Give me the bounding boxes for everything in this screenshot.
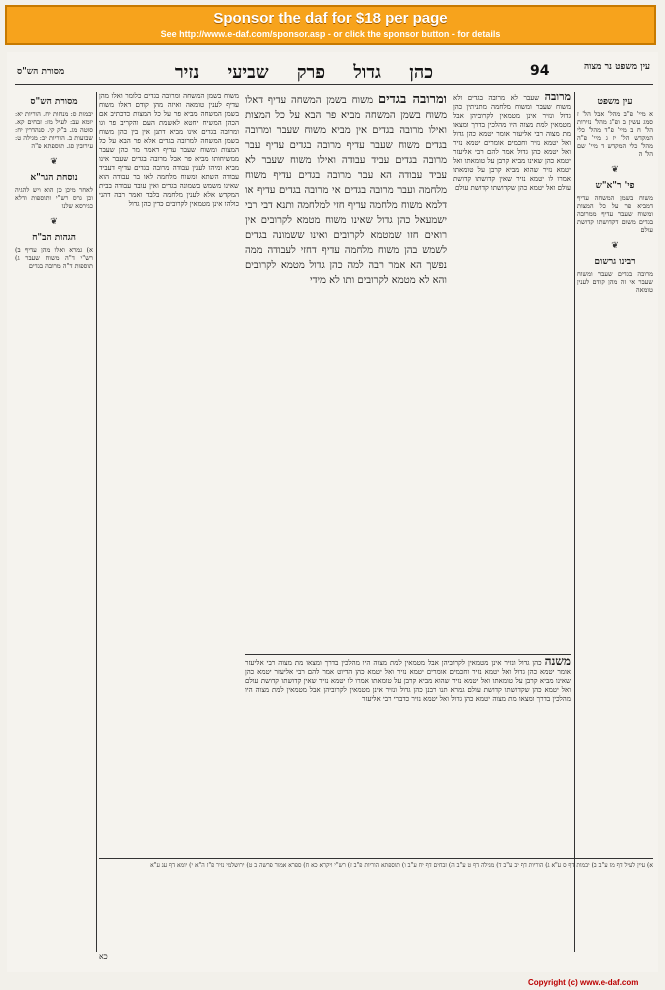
footnotes-text: א) עיין לעיל דף מז ע"ב ב) יבמות דף ס ע"א ג) הוריות דף יב ע"ב ד) מגילה דף ט ע"ב ה) זבחים דף יח ע"ב ו) תוספתא הוריות פ"ב ז) רש"י ויקרא כא ח) ספרא אמור פרשה ב ט) ירושלמי נזיר פ"ז ה"א י) יומא דף עג ע"א — [150, 862, 653, 869]
page-header — [7, 60, 658, 82]
header-left-label: מסורת הש"ס — [17, 67, 65, 77]
gemara-text: משוח בשמן המשחה עדיף דאלו משוח בשמן המשחה מביא פר הבא על כל המצות ואילו מרובה בגדים אין מביא משוח שעבר ומרובה בגדים משוח שעבר עדיף מרובה בגדים עדיף עבר מרובה בגדים עביד עבודה ואילו משוח שעבר לא עביד עבודה הא עבר מרובה בגדים עדיף משוח מלחמה ועבר מרובה בגדים אי מרובה בגדים עדיף או דלמא משוח מלחמה עדיף חזי למלחמה ותנא דבי רבי ישמעאל כהן גדול שאינו משוח מטמא לקרובים אין רואים חזו שמטמא לקרובים ואינו ששמונה בגדים לשמש בהן משוח מלחמה עדיף דחזי לעבודה ממה נפשך הא אמר רבה למה כהן גדול מטמא לקרובים והא לא מטמא לקרובים ותו לא מידי — [245, 95, 447, 286]
right-margin-notes — [577, 92, 653, 952]
left-notes-text-2: לאחר מיכן כן הוא ויש להגיה וכן גרס רש"י ותוספות ודלא כגירסא שלנו — [15, 186, 93, 210]
tosafot-column — [99, 92, 239, 852]
sponsor-banner-title[interactable]: Sponsor the daf for $18 per page — [213, 10, 448, 27]
right-notes-label-3: רבינו גרשום — [594, 257, 636, 267]
page-number: 94 — [530, 63, 550, 79]
footnotes-block — [99, 862, 653, 957]
sponsor-banner[interactable] — [5, 5, 656, 45]
left-notes-text: יבמות ס: מנחות יח. הוריות יא: יומא עב: לעיל מז: זבחים קא. סוטה מג. ב"ק קי. סנהדרין יח: שבועות ב. הוריות יב: מגילה ט: עירובין סג. תוספתא פ"ה — [15, 110, 93, 150]
gemara-column — [245, 92, 447, 652]
talmud-page — [7, 52, 658, 972]
mishnah-block — [245, 657, 571, 852]
right-notes-text-3: מרובה בגדים שעבר ומשוח שעבר אי זה מהן קודם לענין טומאה — [577, 270, 653, 294]
right-notes-text-2: משוח בשמן המשחה עדיף דמביא פר על כל המצות ומשוח שעבר עדיף ממרובה בגדים משום דקדושתו קדושת עולם — [577, 194, 653, 234]
gemara-lead: ומרובה בגדים — [377, 92, 447, 107]
page-foot-number: כא — [99, 952, 108, 961]
ornament: ❦ — [50, 157, 58, 167]
ornament: ❦ — [611, 165, 619, 175]
rashi-text: שעבר לא מרובה בגדים ולא משוח שעבר ומשוח מלחמה מתניתין כהן גדול ונזיר אינן מטמאין לקרוביהן אבל מטמאין למת מצוה היו מהלכין בדרך ומצאו מת מצוה רבי אליעזר אומר יטמא כהן גדול ואל יטמא נזיר וחכמים אומרים יטמא נזיר ואל יטמא כהן גדול אמר להם רבי אליעזר יטמא כהן שאינו מביא קרבן על טומאתו ואל יטמא נזיר שהוא מביא קרבן על טומאתו אמרו לו יטמא נזיר שאין קדושתו קדושת עולם ואל יטמא כהן שקדושתו קדושת עולם — [453, 94, 571, 192]
mishnah-rule — [245, 654, 571, 655]
page-title: כהן גדול פרק שביעי נזיר — [174, 62, 433, 83]
footnote-rule — [99, 858, 653, 859]
copyright-notice[interactable]: Copyright (c) www.e-daf.com — [528, 978, 639, 987]
sponsor-banner-subtitle[interactable]: See http://www.e-daf.com/sponsor.asp - or click the sponsor button - for details — [160, 29, 501, 39]
left-notes-text-3: א) גמרא ואלו מהן עדיף ב) רש"י ד"ה משוח שעבר ג) תוספות ד"ה מרובה בגדים — [15, 246, 93, 270]
mishnah-lead: משנה — [544, 657, 571, 668]
mishnah-text: כהן גדול ונזיר אינן מטמאין לקרוביהן אבל מטמאין למת מצוה היו מהלכין בדרך ומצאו מת מצוה רבי אליעזר אומר יטמא כהן גדול ואל יטמא נזיר וחכמים אומרים יטמא נזיר ואל יטמא כהן הדיוט אמר להם רבי אליעזר יטמא כהן שאינו מביא קרבן על טומאתו ואל יטמא נזיר שהוא מביא קרבן על טומאתו אמרו לו יטמא נזיר שאין קדושתו קדושת עולם ואל יטמא כהן שקדושתו קדושת עולם גמרא תנו רבנן כהן גדול ונזיר אינן מטמאין לקרוביהן אבל מטמאין למת מצוה היו מהלכין בדרך ומצאו מת מצוה יטמא כהן גדול ואל יטמא נזיר כדברי רבי אליעזר — [245, 659, 571, 703]
header-rule — [15, 84, 653, 85]
left-notes-label: מסורת הש"ס — [30, 97, 78, 107]
column-rule — [574, 92, 575, 952]
left-margin-notes — [15, 92, 93, 952]
rashi-lead: מרובה — [544, 92, 571, 103]
column-rule — [96, 92, 97, 952]
left-notes-label-2: נוסחת הגר"א — [30, 173, 78, 183]
tosafot-text: משוח בשמן המשחה ומרובה בגדים כלומר ואלו מהן עדיף לענין טומאה ואיזה מהן קודם דאלו משוח בשמן המשחה מביא פר על כל המצות כדכתיב אם הכהן המשיח יחטא לאשמת העם והקריב פר וגו ומרובה בגדים אינו מביא דתנן אין בין כהן משוח בשמן המשחה למרובה בגדים אלא פר הבא על כל המצות ומשוח שעבר עדיף דאמר מר כהן שעבר ממשיחותו מביא פר אבל מרובה בגדים שעבר אינו מביא ומיהו לענין עבודה מרובה בגדים עדיף דעביד עבודה השתא ומשוח מלחמה לאו בר עבודה הוא שאינו משמש בשמונה בגדים ואין עובד עבודה בבית המקדש אלא לענין מלחמה בלבד ואמר רבה דהני כולהו אינן מטמאין לקרובים כדין כהן גדול — [99, 92, 239, 208]
right-notes-text: א מיי' פ"ב מהל' אבל הל' ז סמג עשין ב ופ"ג מהל' נזירות הל' ח ב מיי' פ"ד מהל' כלי המקדש הל' יז ג מיי' פ"ה מהל' כלי המקדש ד מיי' שם הל' ה — [577, 110, 653, 158]
ornament: ❦ — [50, 217, 58, 227]
ornament: ❦ — [611, 241, 619, 251]
header-right-label: עין משפט נר מצוה — [583, 62, 651, 72]
right-notes-label-2: פי' ר"א"ש — [595, 181, 635, 191]
right-notes-label: עין משפט — [597, 97, 633, 107]
left-notes-label-3: הגהות הב"ח — [32, 233, 76, 243]
